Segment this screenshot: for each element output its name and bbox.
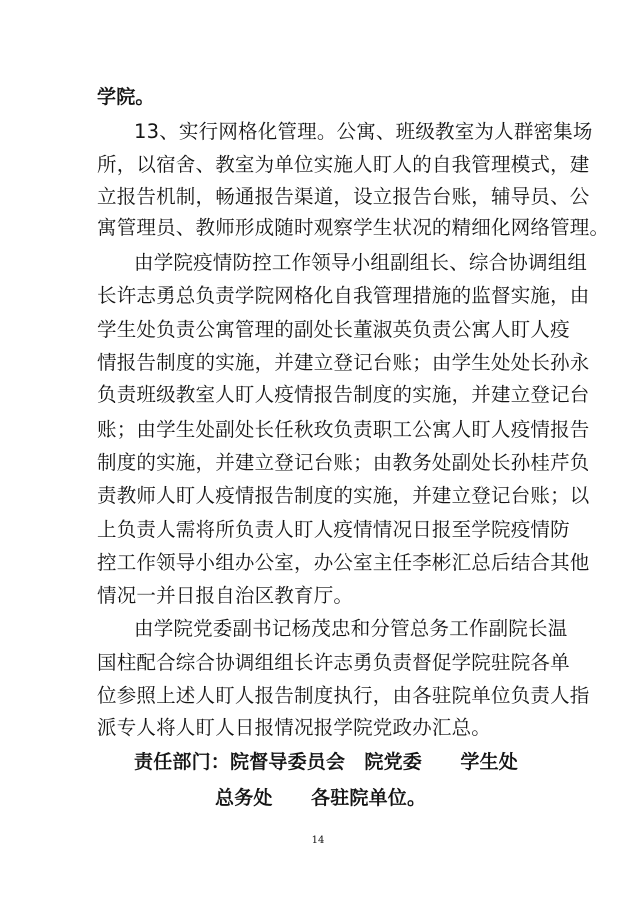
text-line: 寓管理员、教师形成随时观察学生状况的精细化网络管理。 (97, 216, 610, 239)
responsible-departments-line: 责任部门：院督导委员会 院党委 学生处 (134, 751, 519, 773)
text-line: 所，以宿舍、教室为单位实施人盯人的自我管理模式，建 (97, 153, 590, 176)
text-line: 上负责人需将所负责人盯人疫情情况日报至学院疫情防 (97, 518, 570, 541)
text-line: 情况一并日报自治区教育厅。 (97, 584, 354, 607)
responsible-departments-line: 总务处 各驻院单位。 (215, 787, 427, 809)
text-line-paragraph-start: 由学院疫情防控工作领导小组副组长、综合协调组组 (134, 251, 588, 274)
text-line: 负责班级教室人盯人疫情报告制度的实施，并建立登记台 (97, 383, 590, 406)
text-line: 制度的实施，并建立登记台账；由教务处副处长孙桂芹负 (97, 451, 590, 474)
text-line: 控工作领导小组办公室，办公室主任李彬汇总后结合其他 (97, 551, 590, 574)
text-line: 账；由学生处副处长任秋玫负责职工公寓人盯人疫情报告 (97, 418, 590, 441)
text-line: 责教师人盯人疫情报告制度的实施，并建立登记台账；以 (97, 484, 590, 507)
text-line-paragraph-start: 由学院党委副书记杨茂忠和分管总务工作副院长温 (134, 617, 568, 640)
page-number: 14 (311, 835, 325, 846)
text-line: 长许志勇总负责学院网格化自我管理措施的监督实施，由 (97, 284, 590, 307)
text-line-continuation: 学院。 (97, 86, 155, 108)
text-line: 国柱配合综合协调组组长许志勇负责督促学院驻院各单 (97, 651, 570, 674)
text-line: 位参照上述人盯人报告制度执行，由各驻院单位负责人指 (97, 684, 590, 707)
text-line: 情报告制度的实施，并建立登记台账；由学生处处长孙永 (97, 351, 590, 374)
text-line-item-13: 13、实行网格化管理。公寓、班级教室为人群密集场 (134, 120, 593, 143)
text-line: 学生处负责公寓管理的副处长董淑英负责公寓人盯人疫 (97, 318, 570, 341)
text-line: 立报告机制，畅通报告渠道，设立报告台账，辅导员、公 (97, 185, 590, 208)
text-line: 派专人将人盯人日报情况报学院党政办汇总。 (97, 716, 492, 739)
